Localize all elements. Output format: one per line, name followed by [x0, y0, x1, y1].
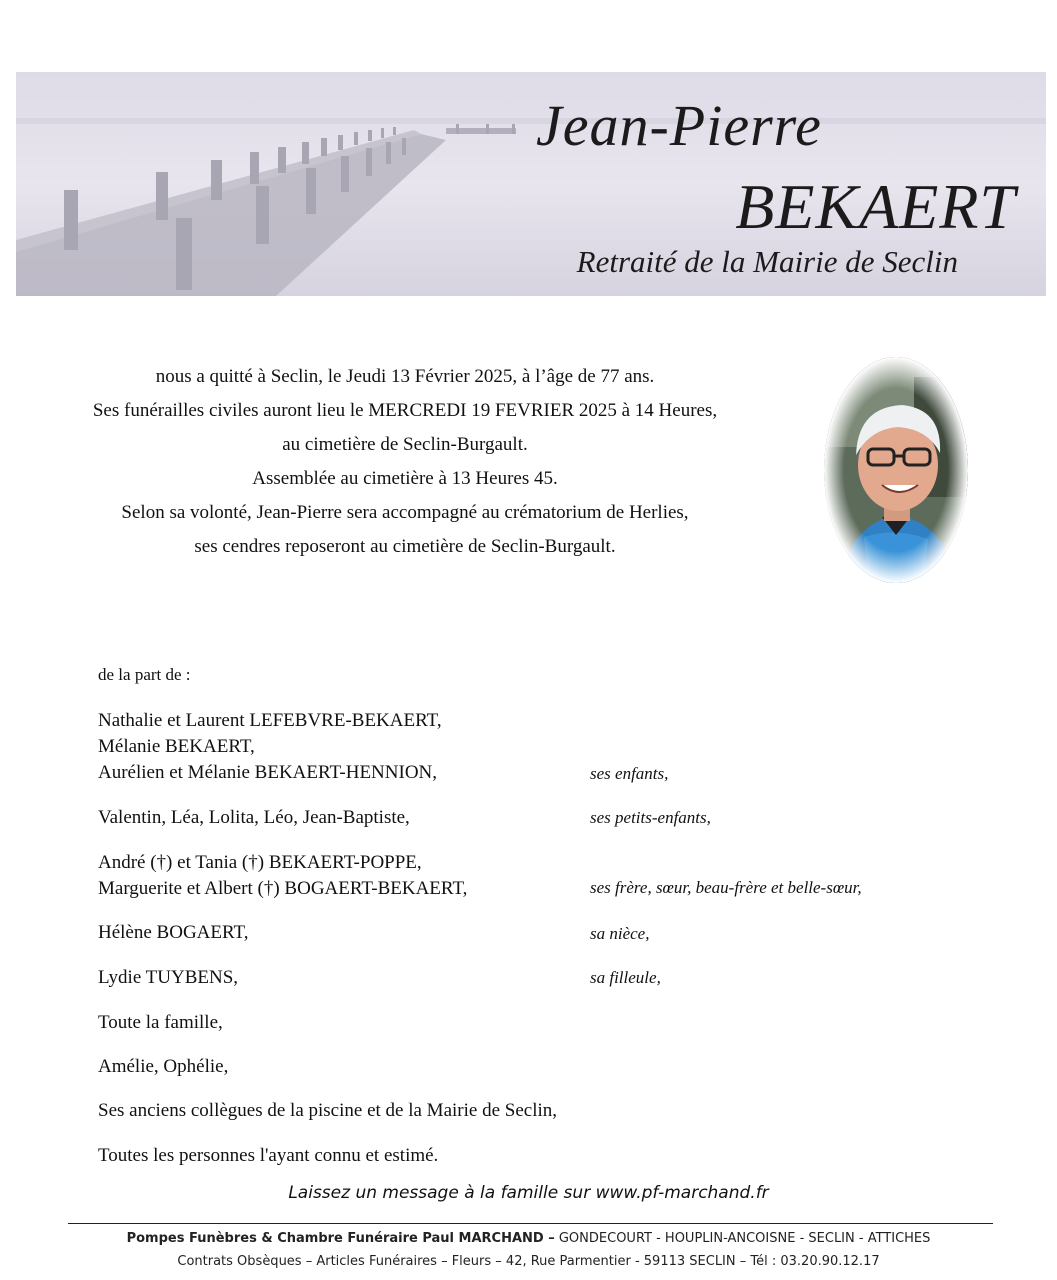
family-relation: sa nièce, [590, 924, 650, 943]
last-name: BEKAERT [735, 171, 1016, 242]
from-label: de la part de : [98, 665, 191, 684]
family-name: Aurélien et Mélanie BEKAERT-HENNION, [98, 762, 438, 783]
announcement-line: Assemblée au cimetière à 13 Heures 45. [252, 468, 558, 489]
first-name: Jean-Pierre [536, 93, 822, 158]
family-group [98, 1054, 228, 1080]
company-locations: GONDECOURT - HOUPLIN-ANCOISNE - SECLIN - ATTICHES [558, 1231, 931, 1246]
family-relation: ses petits-enfants, [590, 808, 711, 827]
family-name: Nathalie et Laurent LEFEBVRE-BEKAERT, [98, 710, 442, 731]
family-name: Lydie TUYBENS, [98, 967, 239, 988]
family-group [98, 1143, 438, 1169]
guestbook-message: Laissez un message à la famille sur www.pf-marchand.fr [288, 1183, 769, 1203]
family-group [98, 920, 248, 946]
announcement-line: nous a quitté à Seclin, le Jeudi 13 Février 2025, à l’âge de 77 ans. [155, 366, 655, 387]
family-name: Mélanie BEKAERT, [98, 736, 255, 757]
family-relation: ses frère, sœur, beau-frère et belle-sœur, [590, 878, 862, 897]
family-name: Toute la famille, [98, 1012, 223, 1033]
family-group [98, 1010, 223, 1036]
family-group [98, 805, 410, 831]
family-name: Marguerite et Albert (†) BOGAERT-BEKAERT, [98, 878, 468, 899]
family-name: Amélie, Ophélie, [98, 1056, 229, 1077]
family-name: Toutes les personnes l'ayant connu et estimé. [98, 1145, 439, 1166]
announcement-line: au cimetière de Seclin-Burgault. [282, 434, 528, 455]
announcement-line: ses cendres reposeront au cimetière de Seclin-Burgault. [194, 536, 616, 557]
family-relation: ses enfants, [590, 764, 669, 783]
family-name: Ses anciens collègues de la piscine et de la Mairie de Seclin, [98, 1100, 558, 1121]
subtitle: Retraité de la Mairie de Seclin [576, 244, 958, 279]
family-group [98, 850, 467, 902]
footer-divider [68, 1223, 993, 1224]
announcement-line: Ses funérailles civiles auront lieu le MERCREDI 19 FEVRIER 2025 à 14 Heures, [92, 400, 718, 421]
portrait-photo [824, 357, 968, 583]
family-group [98, 965, 238, 991]
footer-contact-line: Contrats Obsèques – Articles Funéraires – Fleurs – 42, Rue Parmentier - 59113 SECLIN – Tél : 03.20.90.12.17 [177, 1254, 880, 1269]
family-group [98, 708, 442, 786]
company-name: Pompes Funèbres & Chambre Funéraire Paul MARCHAND – [126, 1231, 555, 1246]
family-name: André (†) et Tania (†) BEKAERT-POPPE, [98, 852, 422, 873]
family-name: Hélène BOGAERT, [98, 922, 249, 943]
header-banner [16, 72, 1046, 296]
family-name: Valentin, Léa, Lolita, Léo, Jean-Baptiste, [98, 807, 410, 828]
footer-company-line [0, 1231, 1057, 1246]
announcement [60, 360, 750, 564]
family-group [98, 1098, 557, 1124]
announcement-line: Selon sa volonté, Jean-Pierre sera accompagné au crématorium de Herlies, [121, 502, 689, 523]
family-relation: sa filleule, [590, 968, 661, 987]
